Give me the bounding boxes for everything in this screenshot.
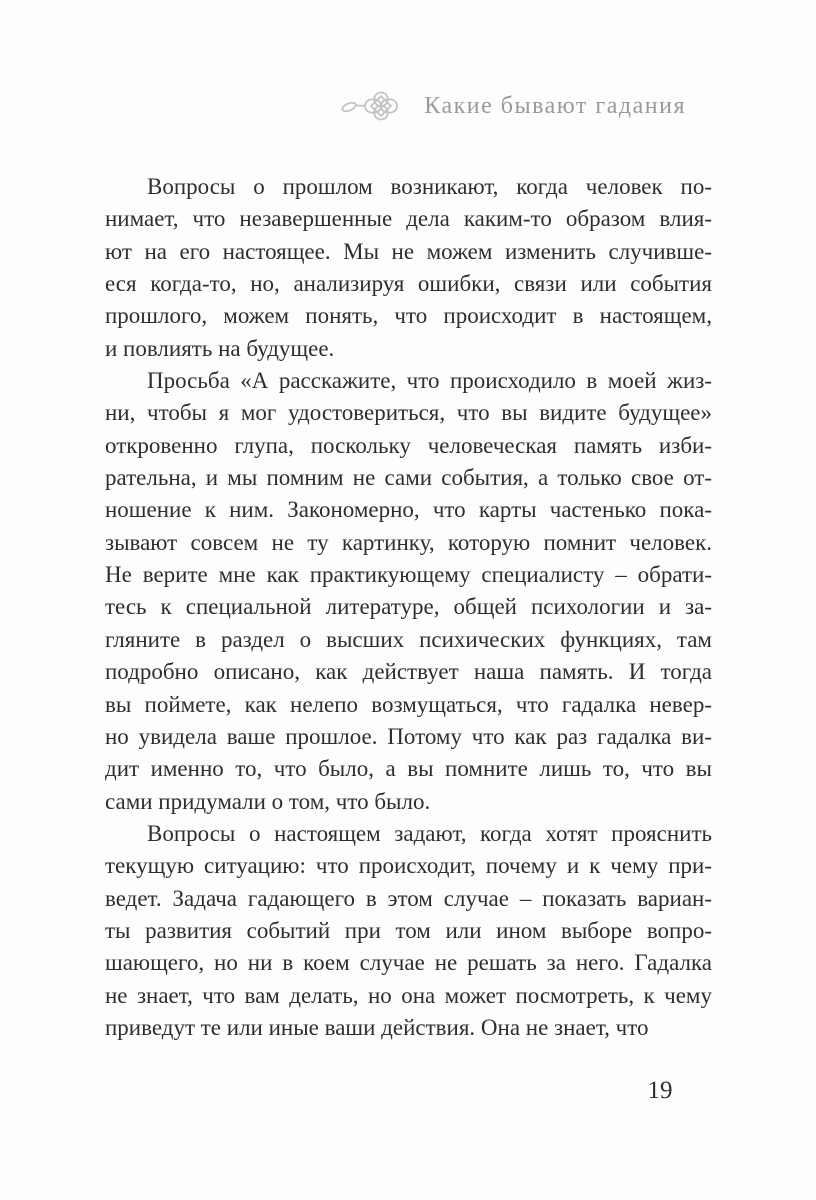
- text-line: Вопросы о прошлом возникают, когда человек по-: [147, 174, 712, 199]
- text-line: подробно описано, как действует наша память. И тогда: [105, 659, 712, 685]
- text-line: рательна, и мы помним не сами события, а только свое от-: [105, 465, 712, 491]
- text-line: тесь к специальной литературе, общей психологии и за-: [105, 594, 712, 620]
- text-line: но увидела ваше прошлое. Потому что как раз гадалка ви-: [105, 723, 712, 749]
- page-number: 19: [647, 1077, 673, 1104]
- text-line: ведет. Задача гадающего в этом случае – показать вариан-: [105, 885, 712, 911]
- text-line: гляните в раздел о высших психических функциях, там: [105, 626, 712, 652]
- running-header: [0, 89, 686, 123]
- text-line: Просьба «А расскажите, что происходило в моей жиз-: [147, 368, 712, 394]
- text-line: зывают совсем не ту картинку, которую помнит человек.: [105, 529, 712, 555]
- text-line: Не верите мне как практикующему специалисту – обрати-: [105, 562, 712, 588]
- text-line: прошлого, можем понять, что происходит в настоящем,: [105, 303, 712, 329]
- text-line: приведут те или иные ваши действия. Она не знает, что: [105, 1014, 649, 1040]
- text-line: откровенно глупа, поскольку человеческая память изби-: [105, 432, 712, 458]
- text-line: ношение к ним. Закономерно, что карты частенько пока-: [105, 497, 712, 523]
- text-line: Вопросы о настоящем задают, когда хотят прояснить: [147, 820, 712, 846]
- text-line: ни, чтобы я мог удостовериться, что вы видите будущее»: [105, 400, 712, 426]
- text-line: нимает, что незавершенные дела каким-то образом влия-: [105, 206, 712, 232]
- text-line: ты развития событий при том или ином выборе вопро-: [105, 917, 712, 943]
- chapter-title: Какие бывают гадания: [424, 92, 686, 119]
- text-line: еся когда-то, но, анализируя ошибки, связи или события: [105, 271, 712, 297]
- text-line: ют на его настоящее. Мы не можем изменить случивше-: [105, 238, 712, 264]
- text-line: текущую ситуацию: что происходит, почему и к чему при-: [105, 853, 712, 879]
- celtic-knot-ornament-icon: [341, 88, 409, 124]
- text-line: вы поймете, как нелепо возмущаться, что гадалка невер-: [105, 691, 712, 717]
- text-line: дит именно то, что было, а вы помните лишь то, что вы: [105, 756, 712, 782]
- text-line: шающего, но ни в коем случае не решать за него. Гадалка: [105, 950, 712, 976]
- text-line: сами придумали о том, что было.: [105, 788, 431, 814]
- text-line: и повлиять на будущее.: [105, 335, 335, 361]
- page-body: [105, 171, 712, 1044]
- text-line: не знает, что вам делать, но она может посмотреть, к чему: [105, 982, 712, 1008]
